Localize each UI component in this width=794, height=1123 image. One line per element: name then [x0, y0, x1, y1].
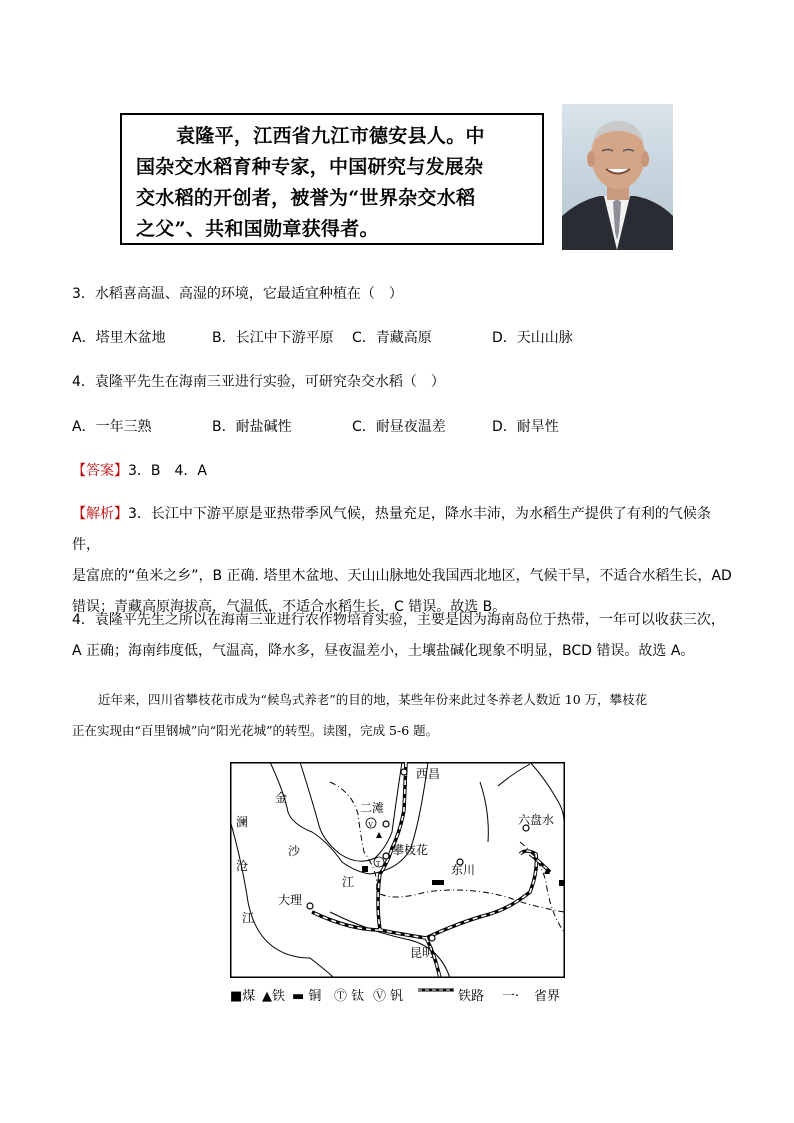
question-4-options	[72, 416, 632, 438]
map-legend	[230, 985, 590, 1005]
legend-copper: ▬ 铜	[292, 989, 322, 1004]
intro-line: 国杂交水稻育种专家，中国研究与发展杂	[136, 156, 484, 178]
legend-border: 省界	[534, 989, 561, 1004]
answer-text: 3．B 4．A	[128, 463, 207, 479]
intro-line: 袁隆平，江西省九江市德安县人。中	[176, 125, 485, 147]
passage-line: 近年来，四川省攀枝花市成为“候鸟式养老”的目的地，某些年份来此过冬养老人数近 10 万，攀枝花	[98, 692, 648, 707]
analysis-line: 是富庶的“鱼米之乡”，B 正确. 塔里木盆地、天山山脉地处我国西北地区，气候干旱，不适合水稻生长，AD	[72, 568, 732, 584]
option-c: C．青藏高原	[352, 330, 432, 346]
intro-line: 交水稻的开创者，被誉为“世界杂交水稻	[136, 187, 476, 209]
map-label-ertan: 二滩	[360, 801, 385, 815]
analysis-line: 3．长江中下游平原是亚热带季风气候，热量充足，降水丰沛，为水稻生产提供了有利的气候条件，	[72, 506, 711, 553]
portrait-photo	[562, 104, 673, 250]
coal-icon	[559, 880, 565, 886]
map-label-v: V	[368, 821, 374, 829]
answer-label: 【答案】	[72, 463, 128, 479]
map-label-kunming: 昆明	[410, 946, 435, 960]
map-label-liupanshui: 六盘水	[518, 813, 555, 827]
map-label-lan: 澜	[236, 815, 249, 829]
reading-passage	[72, 684, 732, 746]
map-label-jin: 金	[275, 791, 288, 805]
answer-line	[72, 460, 207, 480]
analysis-label: 【解析】	[72, 506, 128, 522]
map-label-jiang: 江	[342, 875, 355, 889]
coal-icon	[362, 866, 368, 872]
map-label-cang: 沧	[236, 859, 249, 873]
intro-text-box	[120, 113, 544, 245]
legend-railway-symbol	[418, 985, 454, 1001]
legend-vanadium: Ⓥ 钒	[373, 989, 404, 1004]
map-label-jiang-left: 江	[242, 911, 255, 925]
option-c: C．耐昼夜温差	[352, 419, 446, 435]
question-3-stem: 3．水稻喜高温、高湿的环境，它最适宜种植在（ ）	[72, 286, 403, 302]
question-3-options	[72, 327, 632, 349]
map-label-t: T	[376, 860, 381, 868]
legend-coal: ■煤	[230, 989, 256, 1004]
passage-line: 正在实现由“百里钢城”向“阳光花城”的转型。读图，完成 5-6 题。	[72, 723, 439, 738]
copper-icon	[432, 880, 444, 885]
option-b: B．耐盐碱性	[212, 419, 292, 435]
intro-line: 之父”、共和国勋章获得者。	[136, 218, 379, 240]
legend-railway: 铁路	[458, 989, 485, 1004]
legend-iron: ▲铁	[262, 989, 285, 1004]
option-d: D．天山山脉	[492, 330, 573, 346]
panzhihua-region-map	[230, 762, 565, 978]
option-d: D．耐旱性	[492, 419, 559, 435]
legend-border-symbol: 一·	[502, 989, 520, 1004]
map-label-panzhihua: 攀枝花	[392, 843, 429, 857]
option-a: A．塔里木盆地	[72, 330, 166, 346]
map-label-dali: 大理	[278, 893, 303, 907]
analysis-line: 4．袁隆平先生之所以在海南三亚进行农作物培育实验，主要是因为海南岛位于热带，一年可以收获三次，	[72, 612, 725, 628]
option-b: B．长江中下游平原	[212, 330, 334, 346]
question-4-stem: 4．袁隆平先生在海南三亚进行实验，可研究杂交水稻（ ）	[72, 374, 445, 390]
option-a: A．一年三熟	[72, 419, 152, 435]
map-label-sha: 沙	[288, 844, 301, 858]
analysis-4	[72, 605, 732, 667]
map-label-dongchuan: 东川	[451, 863, 476, 877]
legend-titanium: Ⓣ 钛	[334, 989, 365, 1004]
analysis-line: A 正确；海南纬度低，气温高，降水多，昼夜温差小，土壤盐碱化现象不明显，BCD 错误。故选 A。	[72, 643, 695, 659]
analysis-line: 错误；青藏高原海拔高，气温低，不适合水稻生长，C 错误。故选 B。	[72, 599, 507, 615]
map-label-xichang: 西昌	[416, 767, 441, 781]
